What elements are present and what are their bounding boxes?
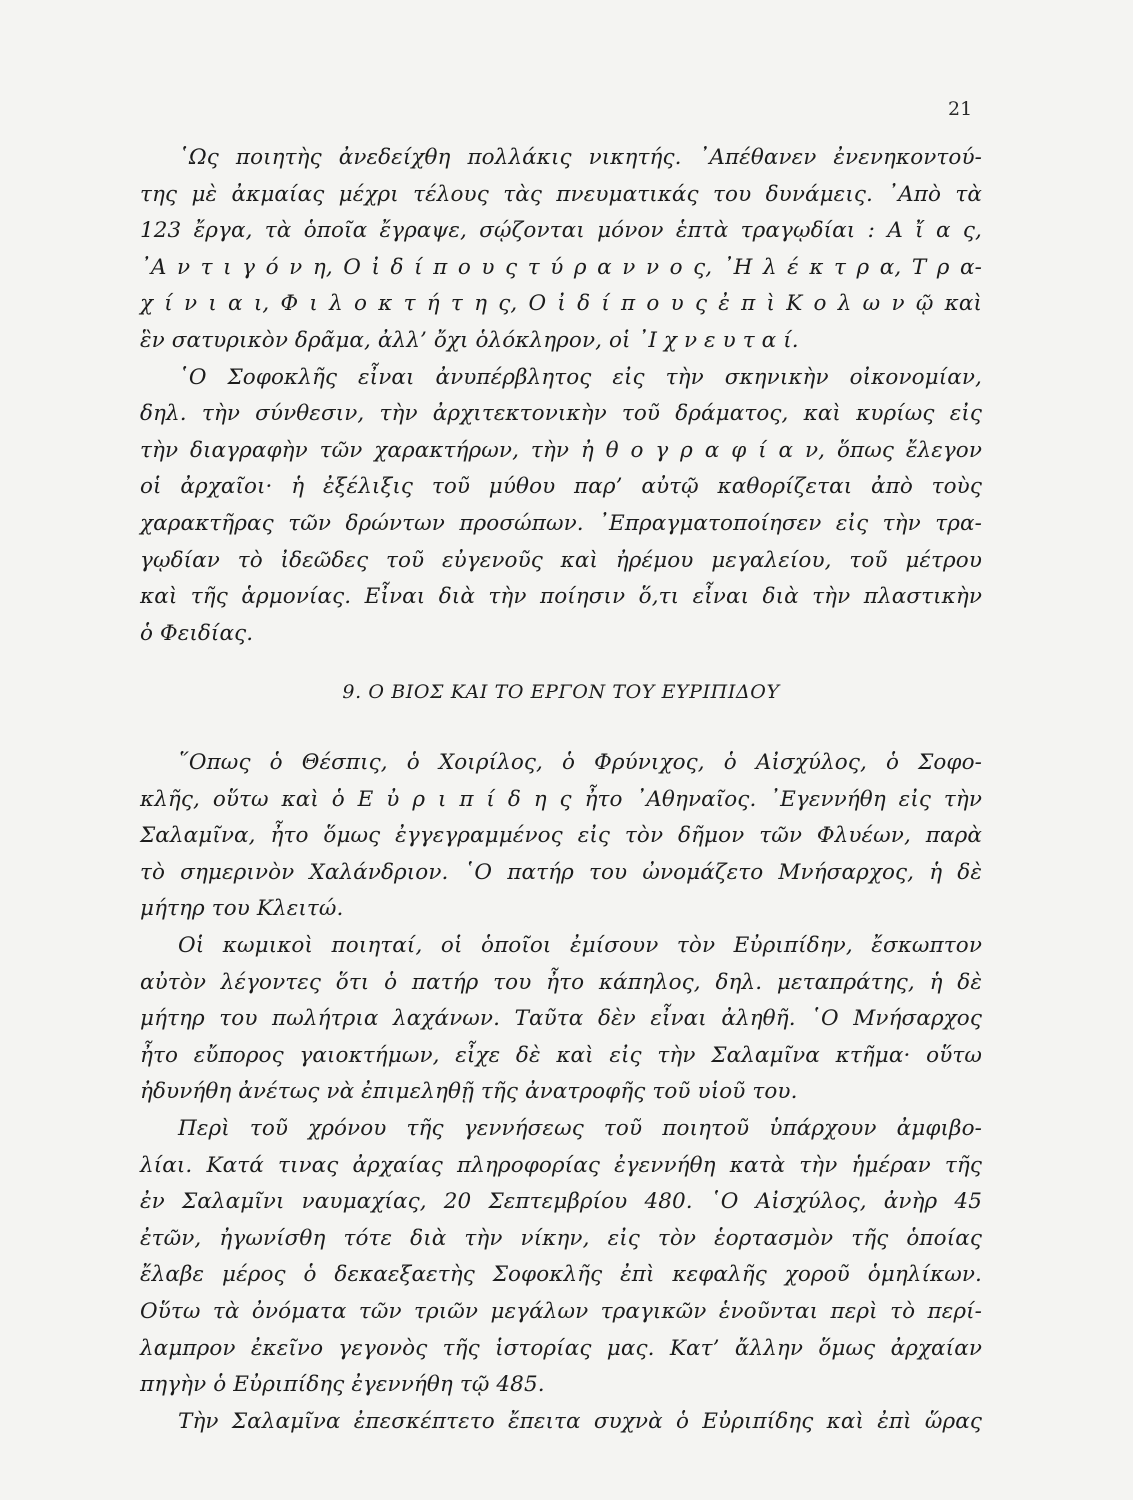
text-line: ᾿Α ν τ ι γ ό ν η, Ο ἰ δ ί π ο υ ς τ ύ ρ α ν ν ο ς, ᾿Η λ έ κ τ ρ α, Τ ρ α- <box>140 254 982 280</box>
text-line: ῾Ο Σοφοκλῆς εἶναι ἀνυπέρβλητος εἰς τὴν σκηνικὴν οἰκονομίαν, <box>178 364 982 390</box>
text-line: κλῆς, οὕτω καὶ ὁ Ε ὐ ρ ι π ί δ η ς ἦτο ᾿Αθηναῖος. ᾿Εγεννήθη εἰς τὴν <box>140 786 982 812</box>
text-line: Σαλαμῖνα, ἦτο ὅμως ἐγγεγραμμένος εἰς τὸν δῆμον τῶν Φλυέων, παρὰ <box>140 823 982 849</box>
page-number: 21 <box>948 98 973 120</box>
text-block-sophocles <box>140 140 982 652</box>
text-line: Οἱ κωμικοὶ ποιηταί, οἱ ὁποῖοι ἐμίσουν τὸν Εὐριπίδην, ἔσκωπτον <box>178 932 982 958</box>
text-line: καὶ τῆς ἁρμονίας. Εἶναι διὰ τὴν ποίησιν ὅ,τι εἶναι διὰ τὴν πλαστικὴν <box>140 584 982 610</box>
text-line: ῾Ως ποιητὴς ἀνεδείχθη πολλάκις νικητής. ᾿Απέθανεν ἐνενηκοντού- <box>178 145 982 170</box>
text-line: ἐτῶν, ἠγωνίσθη τότε διὰ τὴν νίκην, εἰς τὸν ἑορτασμὸν τῆς ὁποίας <box>140 1225 982 1251</box>
text-line: λαμπρον ἐκεῖνο γεγονὸς τῆς ἱστορίας μας. Κατ’ ἄλλην ὅμως ἀρχαίαν <box>140 1335 982 1361</box>
text-line: οἱ ἀρχαῖοι· ἡ ἐξέλιξις τοῦ μύθου παρ’ αὐτῷ καθορίζεται ἀπὸ τοὺς <box>140 474 982 500</box>
text-line: τὴν διαγραφὴν τῶν χαρακτήρων, τὴν ἠ θ ο γ ρ α φ ί α ν, ὅπως ἔλεγον <box>140 437 982 463</box>
text-line: γῳδίαν τὸ ἰδεῶδες τοῦ εὐγενοῦς καὶ ἠρέμου μεγαλείου, τοῦ μέτρου <box>140 547 982 573</box>
text-line: πηγὴν ὁ Εὐριπίδης ἐγεννήθη τῷ 485. <box>140 1372 545 1398</box>
text-line: ἓν σατυρικὸν δρᾶμα, ἀλλ’ ὄχι ὁλόκληρον, οἱ ᾿Ι χ ν ε υ τ α ί. <box>140 327 799 353</box>
text-line: ἦτο εὔπορος γαιοκτήμων, εἶχε δὲ καὶ εἰς τὴν Σαλαμῖνα κτῆμα· οὕτω <box>140 1042 982 1068</box>
text-line: της μὲ ἀκμαίας μέχρι τέλους τὰς πνευματικάς του δυνάμεις. ᾿Απὸ τὰ <box>140 181 982 207</box>
text-block-euripides <box>140 745 982 1440</box>
text-line: μήτηρ του πωλήτρια λαχάνων. Ταῦτα δὲν εἶναι ἀληθῆ. ῾Ο Μνήσαρχος <box>140 1006 982 1032</box>
text-line: Τὴν Σαλαμῖνα ἐπεσκέπτετο ἔπειτα συχνὰ ὁ Εὐριπίδης καὶ ἐπὶ ὥρας <box>178 1408 982 1434</box>
text-line: λίαι. Κατά τινας ἀρχαίας πληροφορίας ἐγεννήθη κατὰ τὴν ἡμέραν τῆς <box>140 1152 982 1178</box>
text-line: ἠδυνήθη ἀνέτως νὰ ἐπιμεληθῇ τῆς ἀνατροφῆς τοῦ υἱοῦ του. <box>140 1079 798 1105</box>
text-line: χ ί ν ι α ι, Φ ι λ ο κ τ ή τ η ς, Ο ἰ δ ί π ο υ ς ἐ π ὶ Κ ο λ ω ν ῷ καὶ <box>140 291 982 317</box>
text-line: ἐν Σαλαμῖνι ναυμαχίας, 20 Σεπτεμβρίου 480. ῾Ο Αἰσχύλος, ἀνὴρ 45 <box>140 1189 982 1215</box>
text-line: Οὕτω τὰ ὀνόματα τῶν τριῶν μεγάλων τραγικῶν ἑνοῦνται περὶ τὸ περί- <box>140 1298 982 1324</box>
text-line: ῞Οπως ὁ Θέσπις, ὁ Χοιρίλος, ὁ Φρύνιχος, ὁ Αἰσχύλος, ὁ Σοφο- <box>178 750 982 775</box>
text-line: δηλ. τὴν σύνθεσιν, τὴν ἀρχιτεκτονικὴν τοῦ δράματος, καὶ κυρίως εἰς <box>140 401 982 427</box>
text-line: ὁ Φειδίας. <box>140 620 254 646</box>
text-line: τὸ σημερινὸν Χαλάνδριον. ῾Ο πατήρ του ὠνομάζετο Μνήσαρχος, ἡ δὲ <box>140 859 982 885</box>
text-line: μήτηρ του Κλειτώ. <box>140 896 344 922</box>
text-line: αὐτὸν λέγοντες ὅτι ὁ πατήρ του ἦτο κάπηλος, δηλ. μεταπράτης, ἡ δὲ <box>140 969 982 995</box>
text-line: 123 ἔργα, τὰ ὁποῖα ἔγραψε, σῴζονται μόνον ἑπτὰ τραγῳδίαι : Α ἴ α ς, <box>140 218 982 244</box>
text-line: χαρακτῆρας τῶν δρώντων προσώπων. ᾿Επραγματοποίησεν εἰς τὴν τρα- <box>140 510 982 536</box>
text-line: Περὶ τοῦ χρόνου τῆς γεννήσεως τοῦ ποιητοῦ ὑπάρχουν ἀμφιβο- <box>178 1115 982 1141</box>
text-line: ἔλαβε μέρος ὁ δεκαεξαετὴς Σοφοκλῆς ἐπὶ κεφαλῆς χοροῦ ὁμηλίκων. <box>140 1262 982 1288</box>
section-heading: 9. Ο ΒΙΟΣ ΚΑΙ ΤΟ ΕΡΓΟΝ ΤΟΥ ΕΥΡΙΠΙΔΟΥ <box>342 681 780 703</box>
